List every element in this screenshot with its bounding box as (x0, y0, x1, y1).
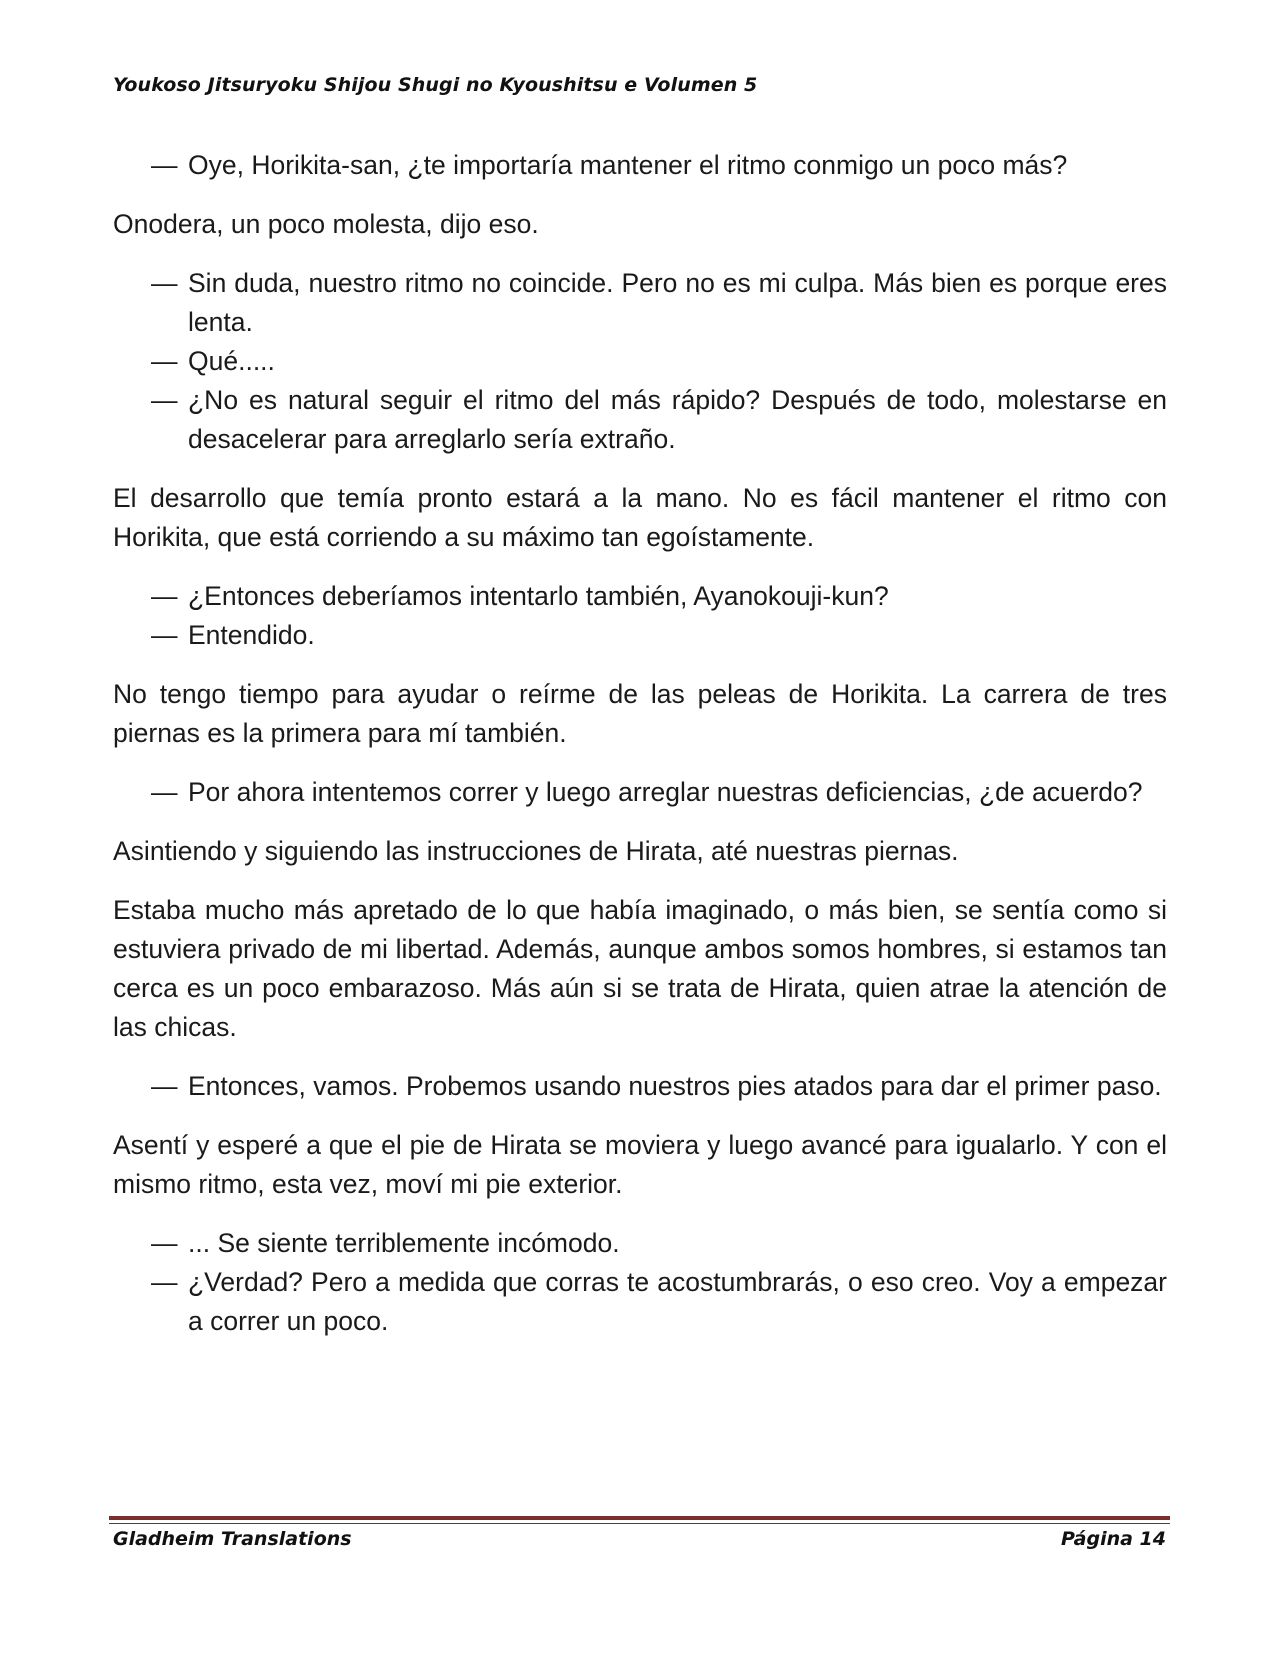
dialogue-line (113, 264, 1167, 342)
footer-publisher: Gladheim Translations (113, 1528, 352, 1550)
dialogue-group (113, 1224, 1167, 1341)
dialogue-text: ¿No es natural seguir el ritmo del más rápido? Después de todo, molestarse en desacelerar para arreglarlo sería extraño. (188, 385, 1167, 454)
dialogue-group (113, 1067, 1167, 1106)
dialogue-text: ¿Entonces deberíamos intentarlo también, Ayanokouji-kun? (188, 581, 889, 611)
dialogue-text: Oye, Horikita-san, ¿te importaría mantener el ritmo conmigo un poco más? (188, 150, 1068, 180)
em-dash: — (151, 385, 178, 415)
dialogue-group (113, 577, 1167, 655)
body-paragraph: No tengo tiempo para ayudar o reírme de las peleas de Horikita. La carrera de tres piernas es la primera para mí también. (113, 679, 1167, 748)
body-paragraph: Onodera, un poco molesta, dijo eso. (113, 209, 539, 239)
dialogue-line (113, 1067, 1167, 1106)
page-body (113, 146, 1167, 1361)
footer-rule-thin (109, 1523, 1170, 1524)
dialogue-text: Por ahora intentemos correr y luego arreglar nuestras deficiencias, ¿de acuerdo? (188, 777, 1143, 807)
body-paragraph: Asintiendo y siguiendo las instrucciones de Hirata, até nuestras piernas. (113, 836, 959, 866)
dialogue-line (113, 342, 1167, 381)
em-dash: — (151, 620, 178, 650)
dialogue-line (113, 773, 1167, 812)
dialogue-group (113, 773, 1167, 812)
dialogue-text: Entendido. (188, 620, 315, 650)
em-dash: — (151, 1267, 178, 1297)
em-dash: — (151, 1071, 178, 1101)
dialogue-line (113, 381, 1167, 459)
dialogue-line (113, 1224, 1167, 1263)
dialogue-line (113, 616, 1167, 655)
dialogue-group (113, 146, 1167, 185)
body-paragraph: El desarrollo que temía pronto estará a la mano. No es fácil mantener el ritmo con Horikita, que está corriendo a su máximo tan egoístamente. (113, 483, 1167, 552)
body-paragraph: Estaba mucho más apretado de lo que había imaginado, o más bien, se sentía como si estuviera privado de mi libertad. Además, aunque ambos somos hombres, si estamos tan cerca es un poco embarazoso. Más aún si se trata de Hirata, quien atrae la atención de las chicas. (113, 895, 1167, 1042)
dialogue-text: Sin duda, nuestro ritmo no coincide. Pero no es mi culpa. Más bien es porque eres lenta. (188, 268, 1167, 337)
dialogue-line (113, 1263, 1167, 1341)
dialogue-group (113, 264, 1167, 459)
em-dash: — (151, 346, 178, 376)
em-dash: — (151, 581, 178, 611)
footer-rule (109, 1516, 1170, 1520)
dialogue-text: Qué..... (188, 346, 275, 376)
em-dash: — (151, 150, 178, 180)
running-header: Youkoso Jitsuryoku Shijou Shugi no Kyoushitsu e Volumen 5 (113, 74, 758, 96)
dialogue-text: ... Se siente terriblemente incómodo. (188, 1228, 620, 1258)
body-paragraph: Asentí y esperé a que el pie de Hirata se moviera y luego avancé para igualarlo. Y con el mismo ritmo, esta vez, moví mi pie exterior. (113, 1130, 1167, 1199)
dialogue-line (113, 146, 1167, 185)
dialogue-text: Entonces, vamos. Probemos usando nuestros pies atados para dar el primer paso. (188, 1071, 1162, 1101)
footer-page-number: Página 14 (1060, 1528, 1166, 1550)
dialogue-line (113, 577, 1167, 616)
em-dash: — (151, 268, 178, 298)
em-dash: — (151, 777, 178, 807)
em-dash: — (151, 1228, 178, 1258)
dialogue-text: ¿Verdad? Pero a medida que corras te acostumbrarás, o eso creo. Voy a empezar a correr un poco. (188, 1267, 1167, 1336)
